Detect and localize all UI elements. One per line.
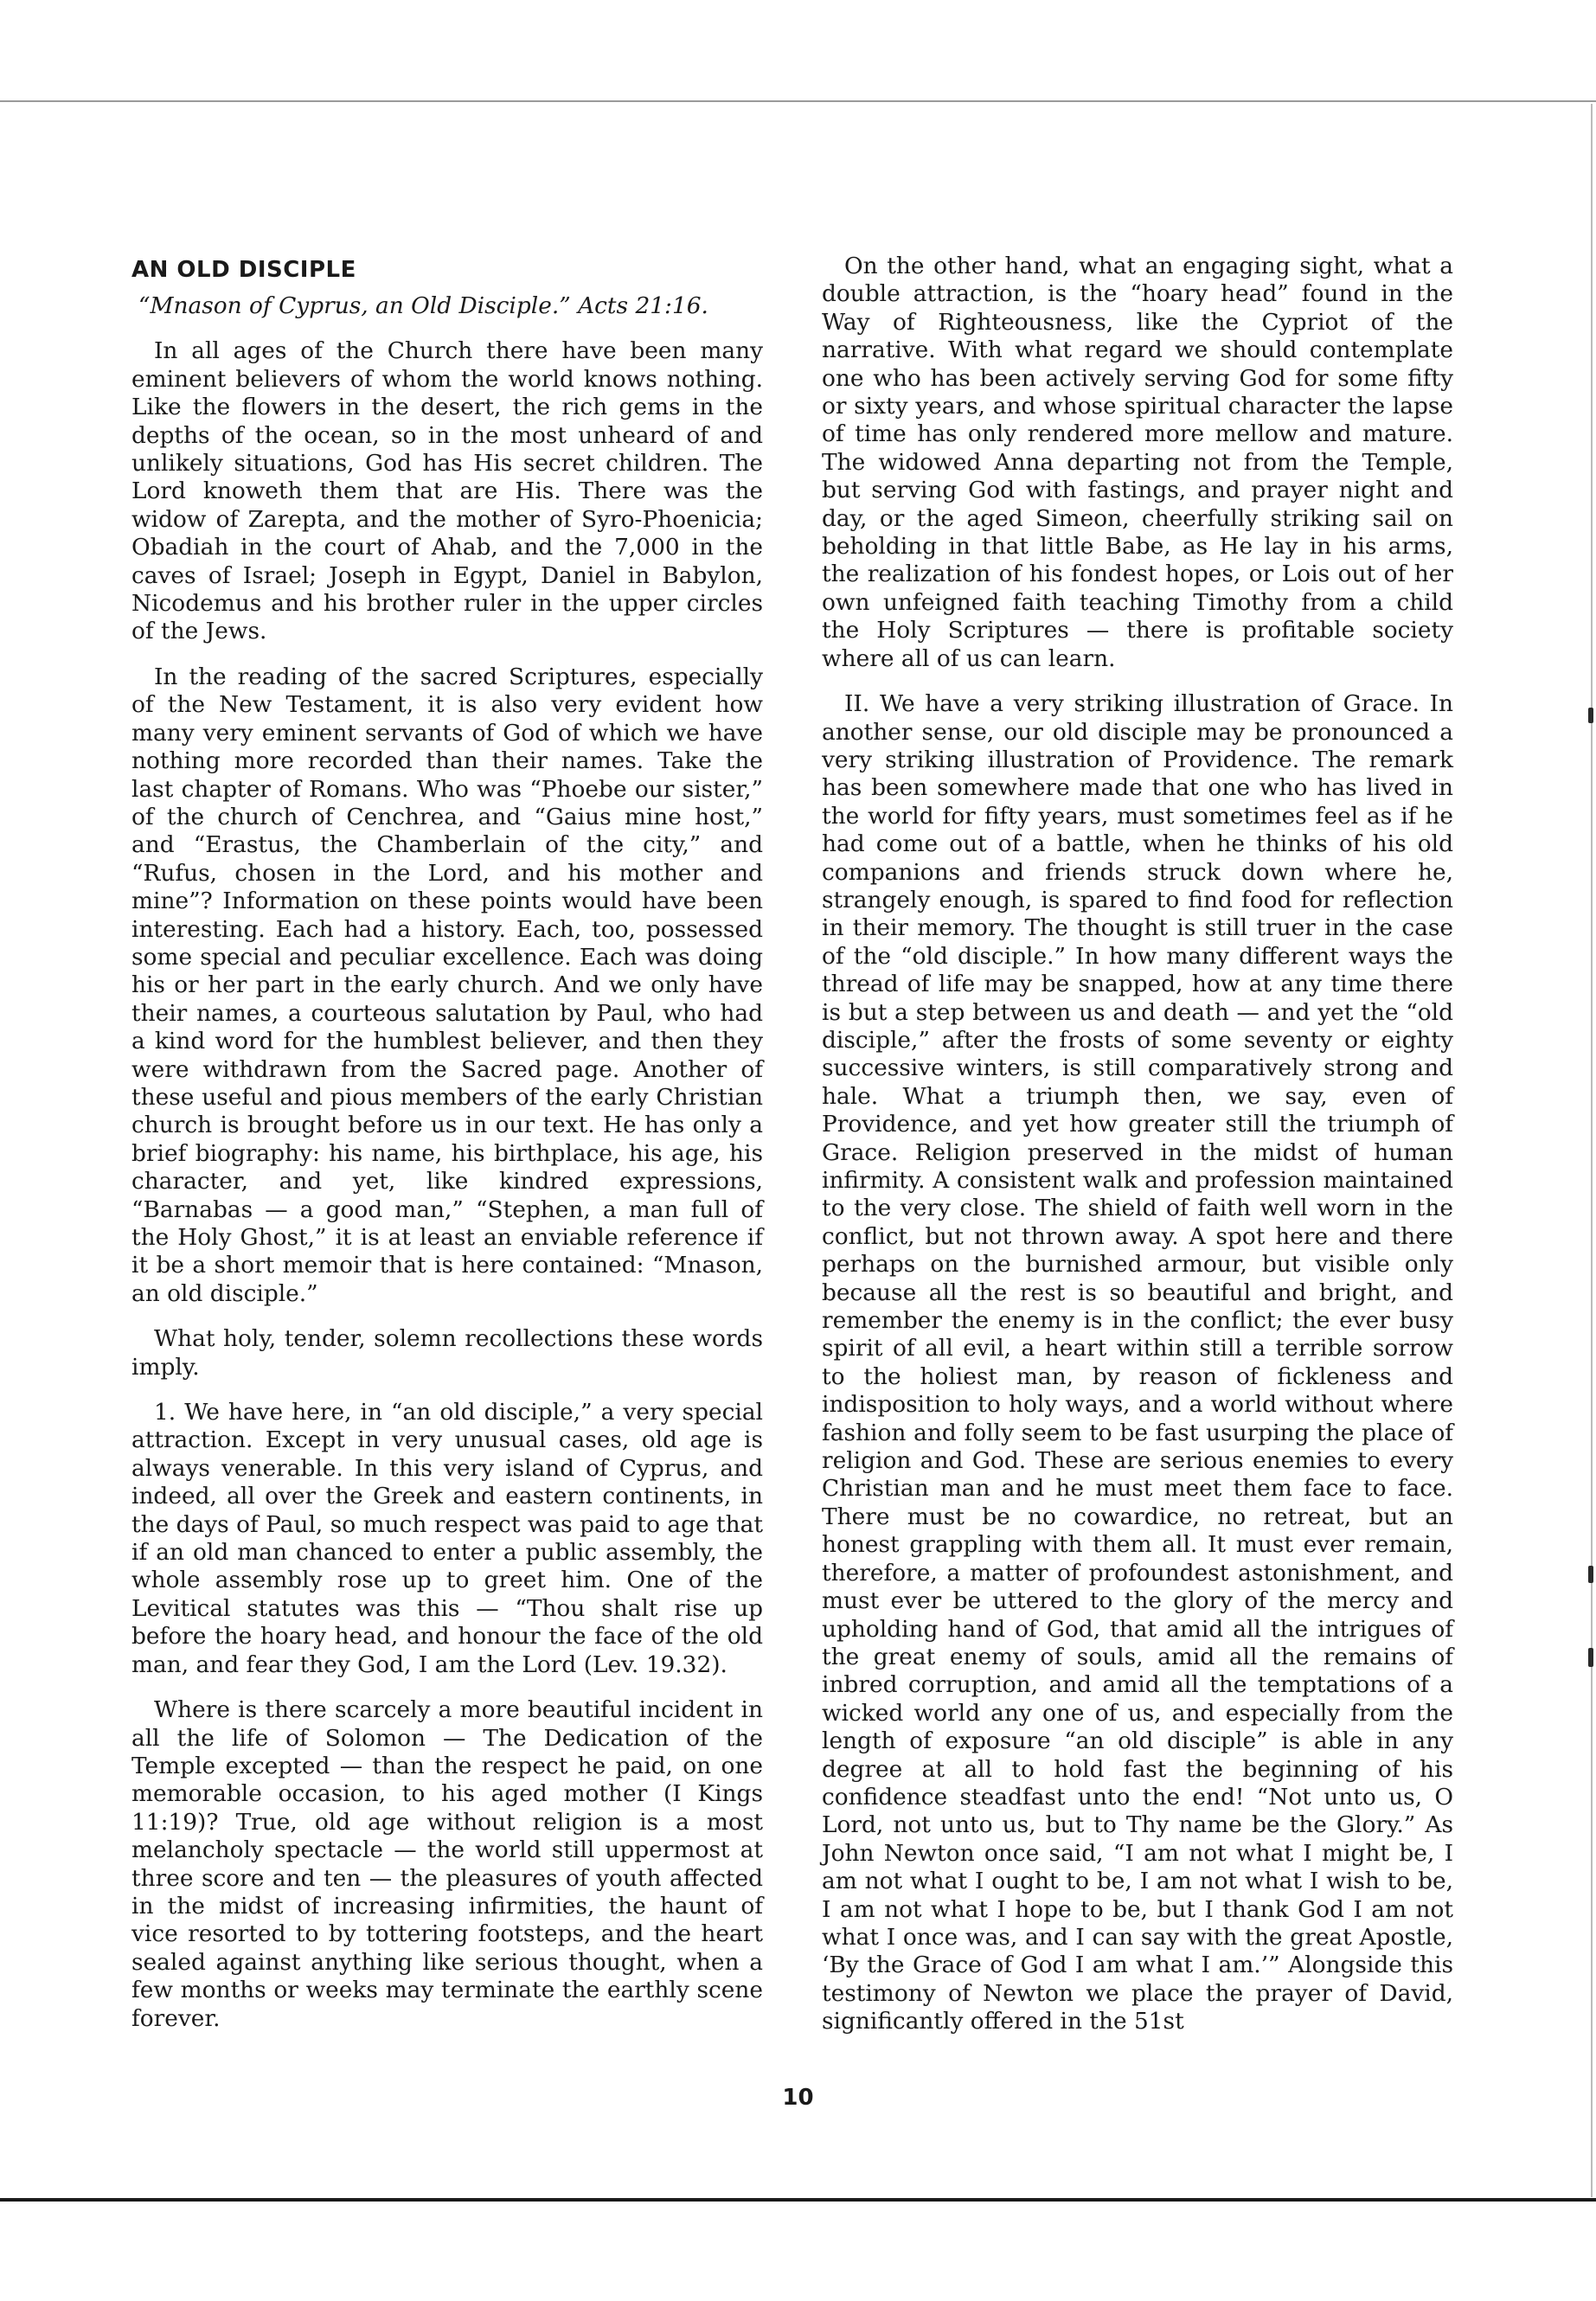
paragraph: What holy, tender, solemn recollections these words imply. <box>131 1325 763 1381</box>
page-number: 10 <box>782 2085 814 2111</box>
paragraph: In all ages of the Church there have been many eminent believers of whom the world knows nothing. Like the flowers in the desert, the rich gems in the depths of the ocean, so in the most unheard of and unlikely situations, God has His secret children. The Lord knoweth them that are His. There was the widow of Zarepta, and the mother of Syro-Phoenicia; Obadiah in the court of Ahab, and the 7,000 in the caves of Israel; Joseph in Egypt, Daniel in Babylon, Nicodemus and his brother ruler in the upper circles of the Jews. <box>131 337 763 645</box>
article-heading: AN OLD DISCIPLE <box>131 257 356 283</box>
right-page-edge <box>1591 104 1593 2197</box>
paragraph: 1. We have here, in “an old disciple,” a very special attraction. Except in very unusual cases, old age is always venerable. In this very island of Cyprus, and indeed, all over the Greek and eastern continents, in the days of Paul, so much respect was paid to age that if an old man chanced to enter a public assembly, the whole assembly rose up to greet him. One of the Levitical statutes was this — “Thou shalt rise up before the hoary head, and honour the face of the old man, and fear they God, I am the Lord (Lev. 19.32). <box>131 1399 763 1678</box>
left-column <box>131 253 763 2050</box>
margin-mark <box>1588 1648 1593 1667</box>
top-rule <box>0 100 1596 102</box>
margin-mark <box>1588 708 1593 723</box>
paragraph: Where is there scarcely a more beautiful incident in all the life of Solomon — The Dedication of the Temple excepted — than the respect he paid, on one memorable occasion, to his aged mother (I Kings 11:19)? True, old age without religion is a most melancholy spectacle — the world still uppermost at three score and ten — the pleasures of youth affected in the midst of increasing infirmities, the haunt of vice resorted to by tottering footsteps, and the heart sealed against anything like serious thought, when a few months or weeks may terminate the earthly scene forever. <box>131 1696 763 2032</box>
epigraph: “Mnason of Cyprus, an Old Disciple.” Acts 21:16. <box>138 292 708 319</box>
paragraph: In the reading of the sacred Scriptures, especially of the New Testament, it is also very evident how many very eminent servants of God of which we have nothing more recorded than their names. Take the last chapter of Romans. Who was “Phoebe our sister,” of the church of Cenchrea, and “Gaius mine host,” and “Erastus, the Chamberlain of the city,” and “Rufus, chosen in the Lord, and his mother and mine”? Information on these points would have been interesting. Each had a history. Each, too, possessed some special and peculiar excellence. Each was doing his or her part in the early church. And we only have their names, a courteous salutation by Paul, who had a kind word for the humblest believer, and then they were withdrawn from the Sacred page. Another of these useful and pious members of the early Christian church is brought before us in our text. He has only a brief biography: his name, his birthplace, his age, his character, and yet, like kindred expressions, “Barnabas — a good man,” “Stephen, a man full of the Holy Ghost,” it is at least an enviable reference if it be a short memoir that is here contained: “Mnason, an old disciple.” <box>131 663 763 1307</box>
margin-mark <box>1588 1566 1593 1583</box>
bottom-rule <box>0 2198 1596 2202</box>
paragraph: On the other hand, what an engaging sight, what a double attraction, is the “hoary head” found in the Way of Righteousness, like the Cypriot of the narrative. With what regard we should contemplate one who has been actively serving God for some fifty or sixty years, and whose spiritual character the lapse of time has only rendered more mellow and mature. The widowed Anna departing not from the Temple, but serving God with fastings, and prayer night and day, or the aged Simeon, cheerfully striking sail on beholding in that little Babe, as He lay in his arms, the realization of his fondest hopes, or Lois out of her own unfeigned faith teaching Timothy from a child the Holy Scriptures — there is profitable society where all of us can learn. <box>822 253 1453 672</box>
paragraph: II. We have a very striking illustration of Grace. In another sense, our old disciple may be pronounced a very striking illustration of Providence. The remark has been somewhere made that one who has lived in the world for fifty years, must sometimes feel as if he had come out of a battle, when he thinks of his old companions and friends struck down where he, strangely enough, is spared to find food for reflection in their memory. The thought is still truer in the case of the “old disciple.” In how many different ways the thread of life may be snapped, how at any time there is but a step between us and death — and yet the “old disciple,” after the frosts of some seventy or eighty successive winters, is still comparatively strong and hale. What a triumph then, we say, even of Providence, and yet how greater still the triumph of Grace. Religion preserved in the midst of human infirmity. A consistent walk and profession maintained to the very close. The shield of faith well worn in the conflict, but not thrown away. A spot here and there perhaps on the burnished armour, but visible only because all the rest is so beautiful and bright, and remember the enemy is in the conflict; the ever busy spirit of all evil, a heart within still a terrible sorrow to the holiest man, by reason of fickleness and indisposition to holy ways, and a world without where fashion and folly seem to be fast usurping the place of religion and God. These are serious enemies to every Christian man and he must meet them face to face. There must be no cowardice, no retreat, but an honest grappling with them all. It must ever remain, therefore, a matter of profoundest astonishment, and must ever be uttered to the glory of the mercy and upholding hand of God, that amid all the intrigues of the great enemy of souls, amid all the remains of inbred corruption, and amid all the temptations of a wicked world any one of us, and especially from the length of exposure “an old disciple” is able in any degree at all to hold fast the beginning of his confidence steadfast unto the end! “Not unto us, O Lord, not unto us, but to Thy name be the Glory.” As John Newton once said, “I am not what I might be, I am not what I ought to be, I am not what I wish to be, I am not what I hope to be, but I thank God I am not what I once was, and I can say with the great Apostle, ‘By the Grace of God I am what I am.’” Alongside this testimony of Newton we place the prayer of David, significantly offered in the 51st <box>822 690 1453 2035</box>
right-column <box>822 253 1453 2054</box>
